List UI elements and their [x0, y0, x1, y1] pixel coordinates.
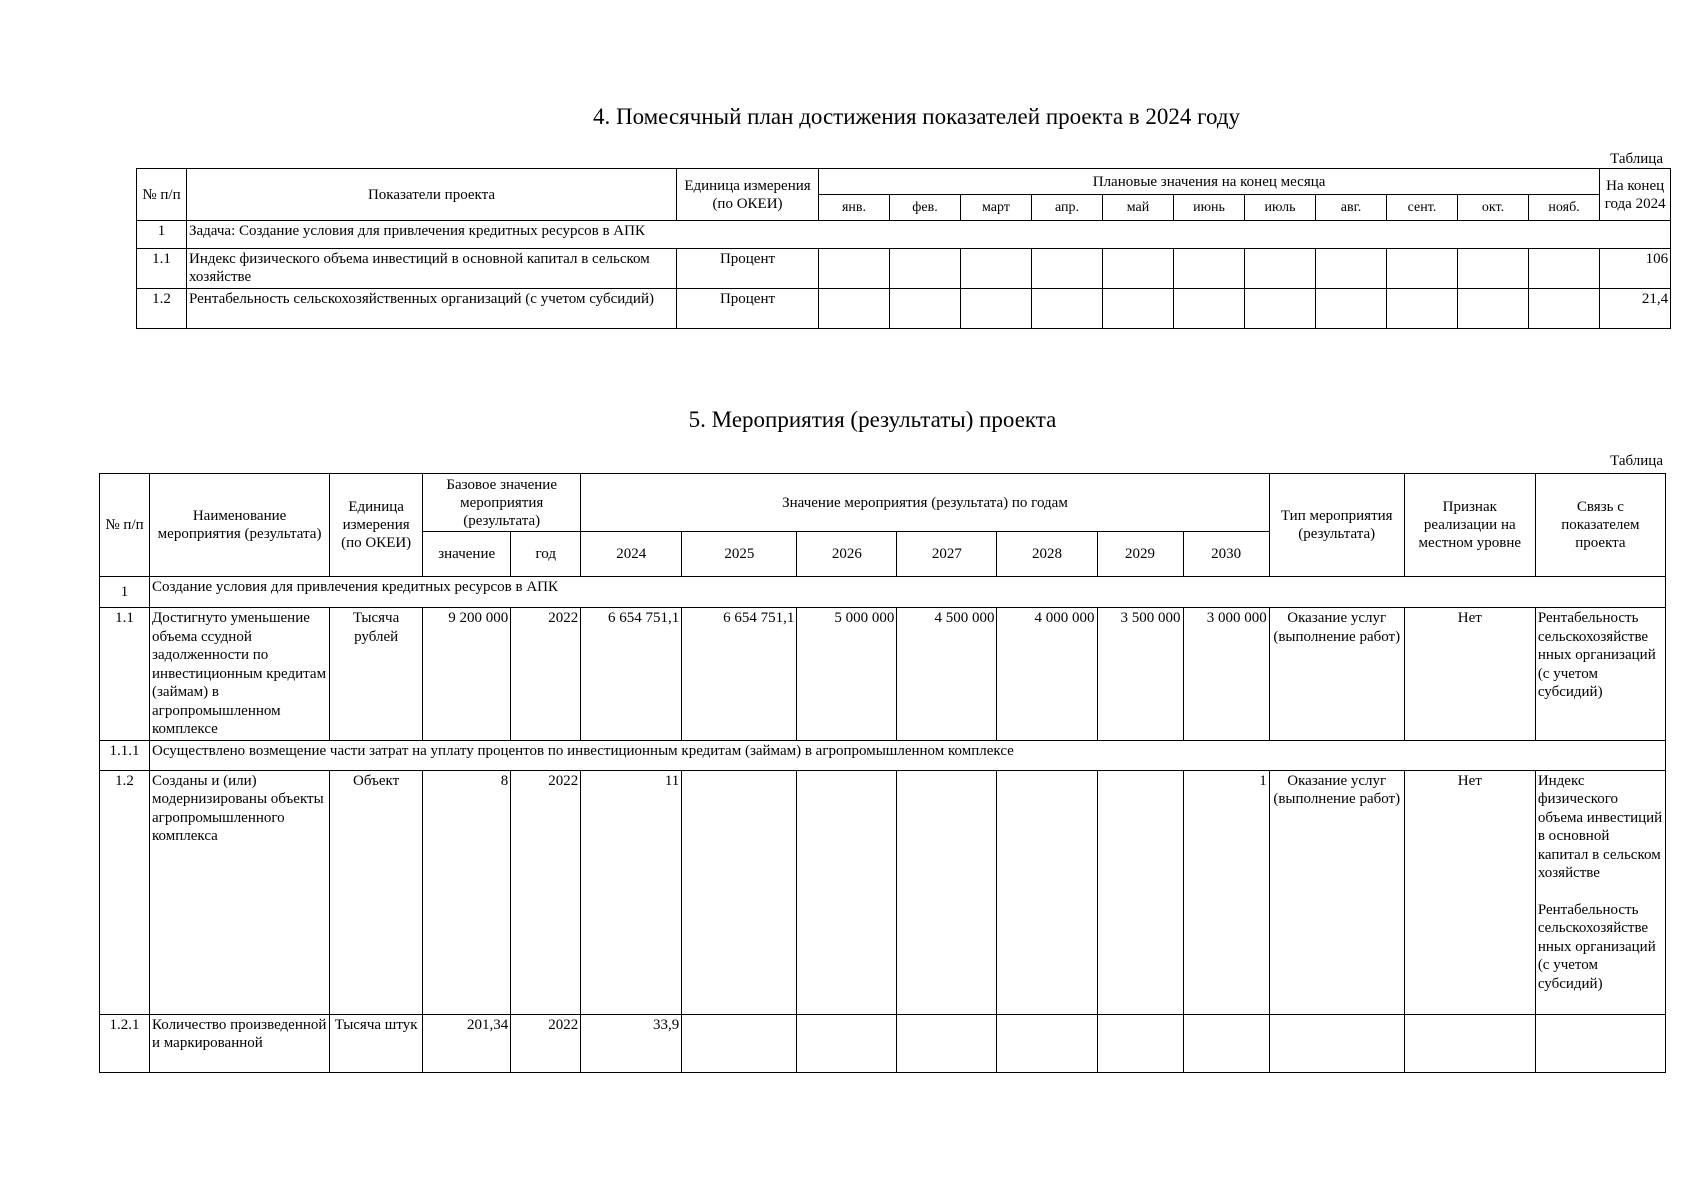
row-num: 1.2 [100, 770, 150, 1014]
row-num: 1.2.1 [100, 1014, 150, 1072]
row-indicator: Рентабельность сельскохозяйственных организаций (с учетом субсидий) [187, 289, 677, 329]
row-unit: Процент [677, 249, 819, 289]
row-unit: Тысяча рублей [330, 608, 423, 741]
row-year-value: 1 [1183, 770, 1269, 1014]
header-num: № п/п [100, 474, 150, 577]
header-num: № п/п [137, 169, 187, 221]
row-base-year: 2022 [511, 1014, 581, 1072]
row-name: Количество произведенной и маркированной [150, 1014, 330, 1072]
header-month: окт. [1458, 195, 1529, 221]
row-year-value: 3 500 000 [1097, 608, 1183, 741]
row-unit: Процент [677, 289, 819, 329]
section5-title: 5. Мероприятия (результаты) проекта [688, 407, 1057, 432]
header-year: 2029 [1097, 532, 1183, 577]
row-link [1535, 770, 1665, 1014]
measures-table [99, 473, 1666, 1073]
header-month: июль [1245, 195, 1316, 221]
section4-caption: Таблица [1610, 151, 1663, 167]
header-month: нояб. [1529, 195, 1600, 221]
header-plan: Плановые значения на конец месяца [819, 169, 1600, 195]
table-row [100, 770, 1666, 1014]
task-text: Задача: Создание условия для привлечения кредитных ресурсов в АПК [187, 221, 1671, 249]
header-base-year: год [511, 532, 581, 577]
row-year-value: 4 500 000 [897, 608, 997, 741]
row-local: Нет [1404, 608, 1535, 741]
header-month: сент. [1387, 195, 1458, 221]
row-year-value [1097, 770, 1183, 1014]
row-name: Созданы и (или) модернизированы объекты агропромышленного комплекса [150, 770, 330, 1014]
header-type: Тип мероприятия (результата) [1269, 474, 1404, 577]
row-num: 1.1 [100, 608, 150, 741]
row-link-1: Индекс физического объема инвестиций в основной капитал в сельском хозяйстве [1537, 772, 1663, 881]
table-row [137, 249, 1671, 289]
header-year: 2025 [682, 532, 797, 577]
header-year-end: На конец года 2024 [1600, 169, 1671, 221]
row-year-value: 4 000 000 [997, 608, 1097, 741]
row-year-value [682, 770, 797, 1014]
header-link: Связь с показателем проекта [1535, 474, 1665, 577]
table-row [100, 608, 1666, 741]
row-num: 1.1.1 [100, 740, 150, 770]
header-unit: Единица измерения (по ОКЕИ) [677, 169, 819, 221]
header-local: Признак реализации на местном уровне [1404, 474, 1535, 577]
row-unit: Объект [330, 770, 423, 1014]
row-base-year: 2022 [511, 608, 581, 741]
row-year-end: 21,4 [1600, 289, 1671, 329]
row-link-2: Рентабельность сельскохозяйстве нных организаций (с учетом субсидий) [1537, 901, 1656, 992]
row-base-year: 2022 [511, 770, 581, 1014]
header-by-years: Значение мероприятия (результата) по годам [581, 474, 1269, 532]
header-month: авг. [1316, 195, 1387, 221]
section5-caption: Таблица [1610, 453, 1663, 469]
header-year: 2026 [797, 532, 897, 577]
row-year-value: 33,9 [581, 1014, 682, 1072]
header-month: янв. [819, 195, 890, 221]
row-year-value: 5 000 000 [797, 608, 897, 741]
row-num: 1.1 [137, 249, 187, 289]
row-year-value: 3 000 000 [1183, 608, 1269, 741]
row-base-value: 8 [423, 770, 511, 1014]
row-type: Оказание услуг (выполнение работ) [1269, 770, 1404, 1014]
row-year-value: 6 654 751,1 [682, 608, 797, 741]
row-num: 1.2 [137, 289, 187, 329]
row-name: Достигнуто уменьшение объема ссудной задолженности по инвестиционным кредитам (займам) в агропромышленном комплексе [150, 608, 330, 741]
row-type: Оказание услуг (выполнение работ) [1269, 608, 1404, 741]
header-base: Базовое значение мероприятия (результата) [423, 474, 581, 532]
header-month: июнь [1174, 195, 1245, 221]
row-year-value [997, 770, 1097, 1014]
header-base-value: значение [423, 532, 511, 577]
header-unit: Единица измерения (по ОКЕИ) [330, 474, 423, 577]
row-year-value: 11 [581, 770, 682, 1014]
row-indicator: Индекс физического объема инвестиций в основной капитал в сельском хозяйстве [187, 249, 677, 289]
monthly-plan-table [136, 168, 1671, 329]
group-num: 1 [100, 577, 150, 608]
row-year-value: 6 654 751,1 [581, 608, 682, 741]
header-year: 2027 [897, 532, 997, 577]
row-text: Осуществлено возмещение части затрат на уплату процентов по инвестиционным кредитам (займам) в агропромышленном комплексе [150, 740, 1666, 770]
header-year: 2030 [1183, 532, 1269, 577]
header-indicator: Показатели проекта [187, 169, 677, 221]
group-text: Создание условия для привлечения кредитных ресурсов в АПК [150, 577, 1666, 608]
row-year-value [897, 770, 997, 1014]
header-year: 2028 [997, 532, 1097, 577]
row-local: Нет [1404, 770, 1535, 1014]
header-name: Наименование мероприятия (результата) [150, 474, 330, 577]
header-month: март [961, 195, 1032, 221]
row-year-end: 106 [1600, 249, 1671, 289]
header-month: фев. [890, 195, 961, 221]
row-year-value [797, 770, 897, 1014]
row-base-value: 201,34 [423, 1014, 511, 1072]
row-unit: Тысяча штук [330, 1014, 423, 1072]
header-year: 2024 [581, 532, 682, 577]
section4-title: 4. Помесячный план достижения показателей проекта в 2024 году [592, 104, 1241, 129]
row-link: Рентабельность сельскохозяйстве нных организаций (с учетом субсидий) [1535, 608, 1665, 741]
row-base-value: 9 200 000 [423, 608, 511, 741]
table-row [137, 289, 1671, 329]
header-month: апр. [1032, 195, 1103, 221]
table-row [100, 1014, 1666, 1072]
task-num: 1 [137, 221, 187, 249]
header-month: май [1103, 195, 1174, 221]
